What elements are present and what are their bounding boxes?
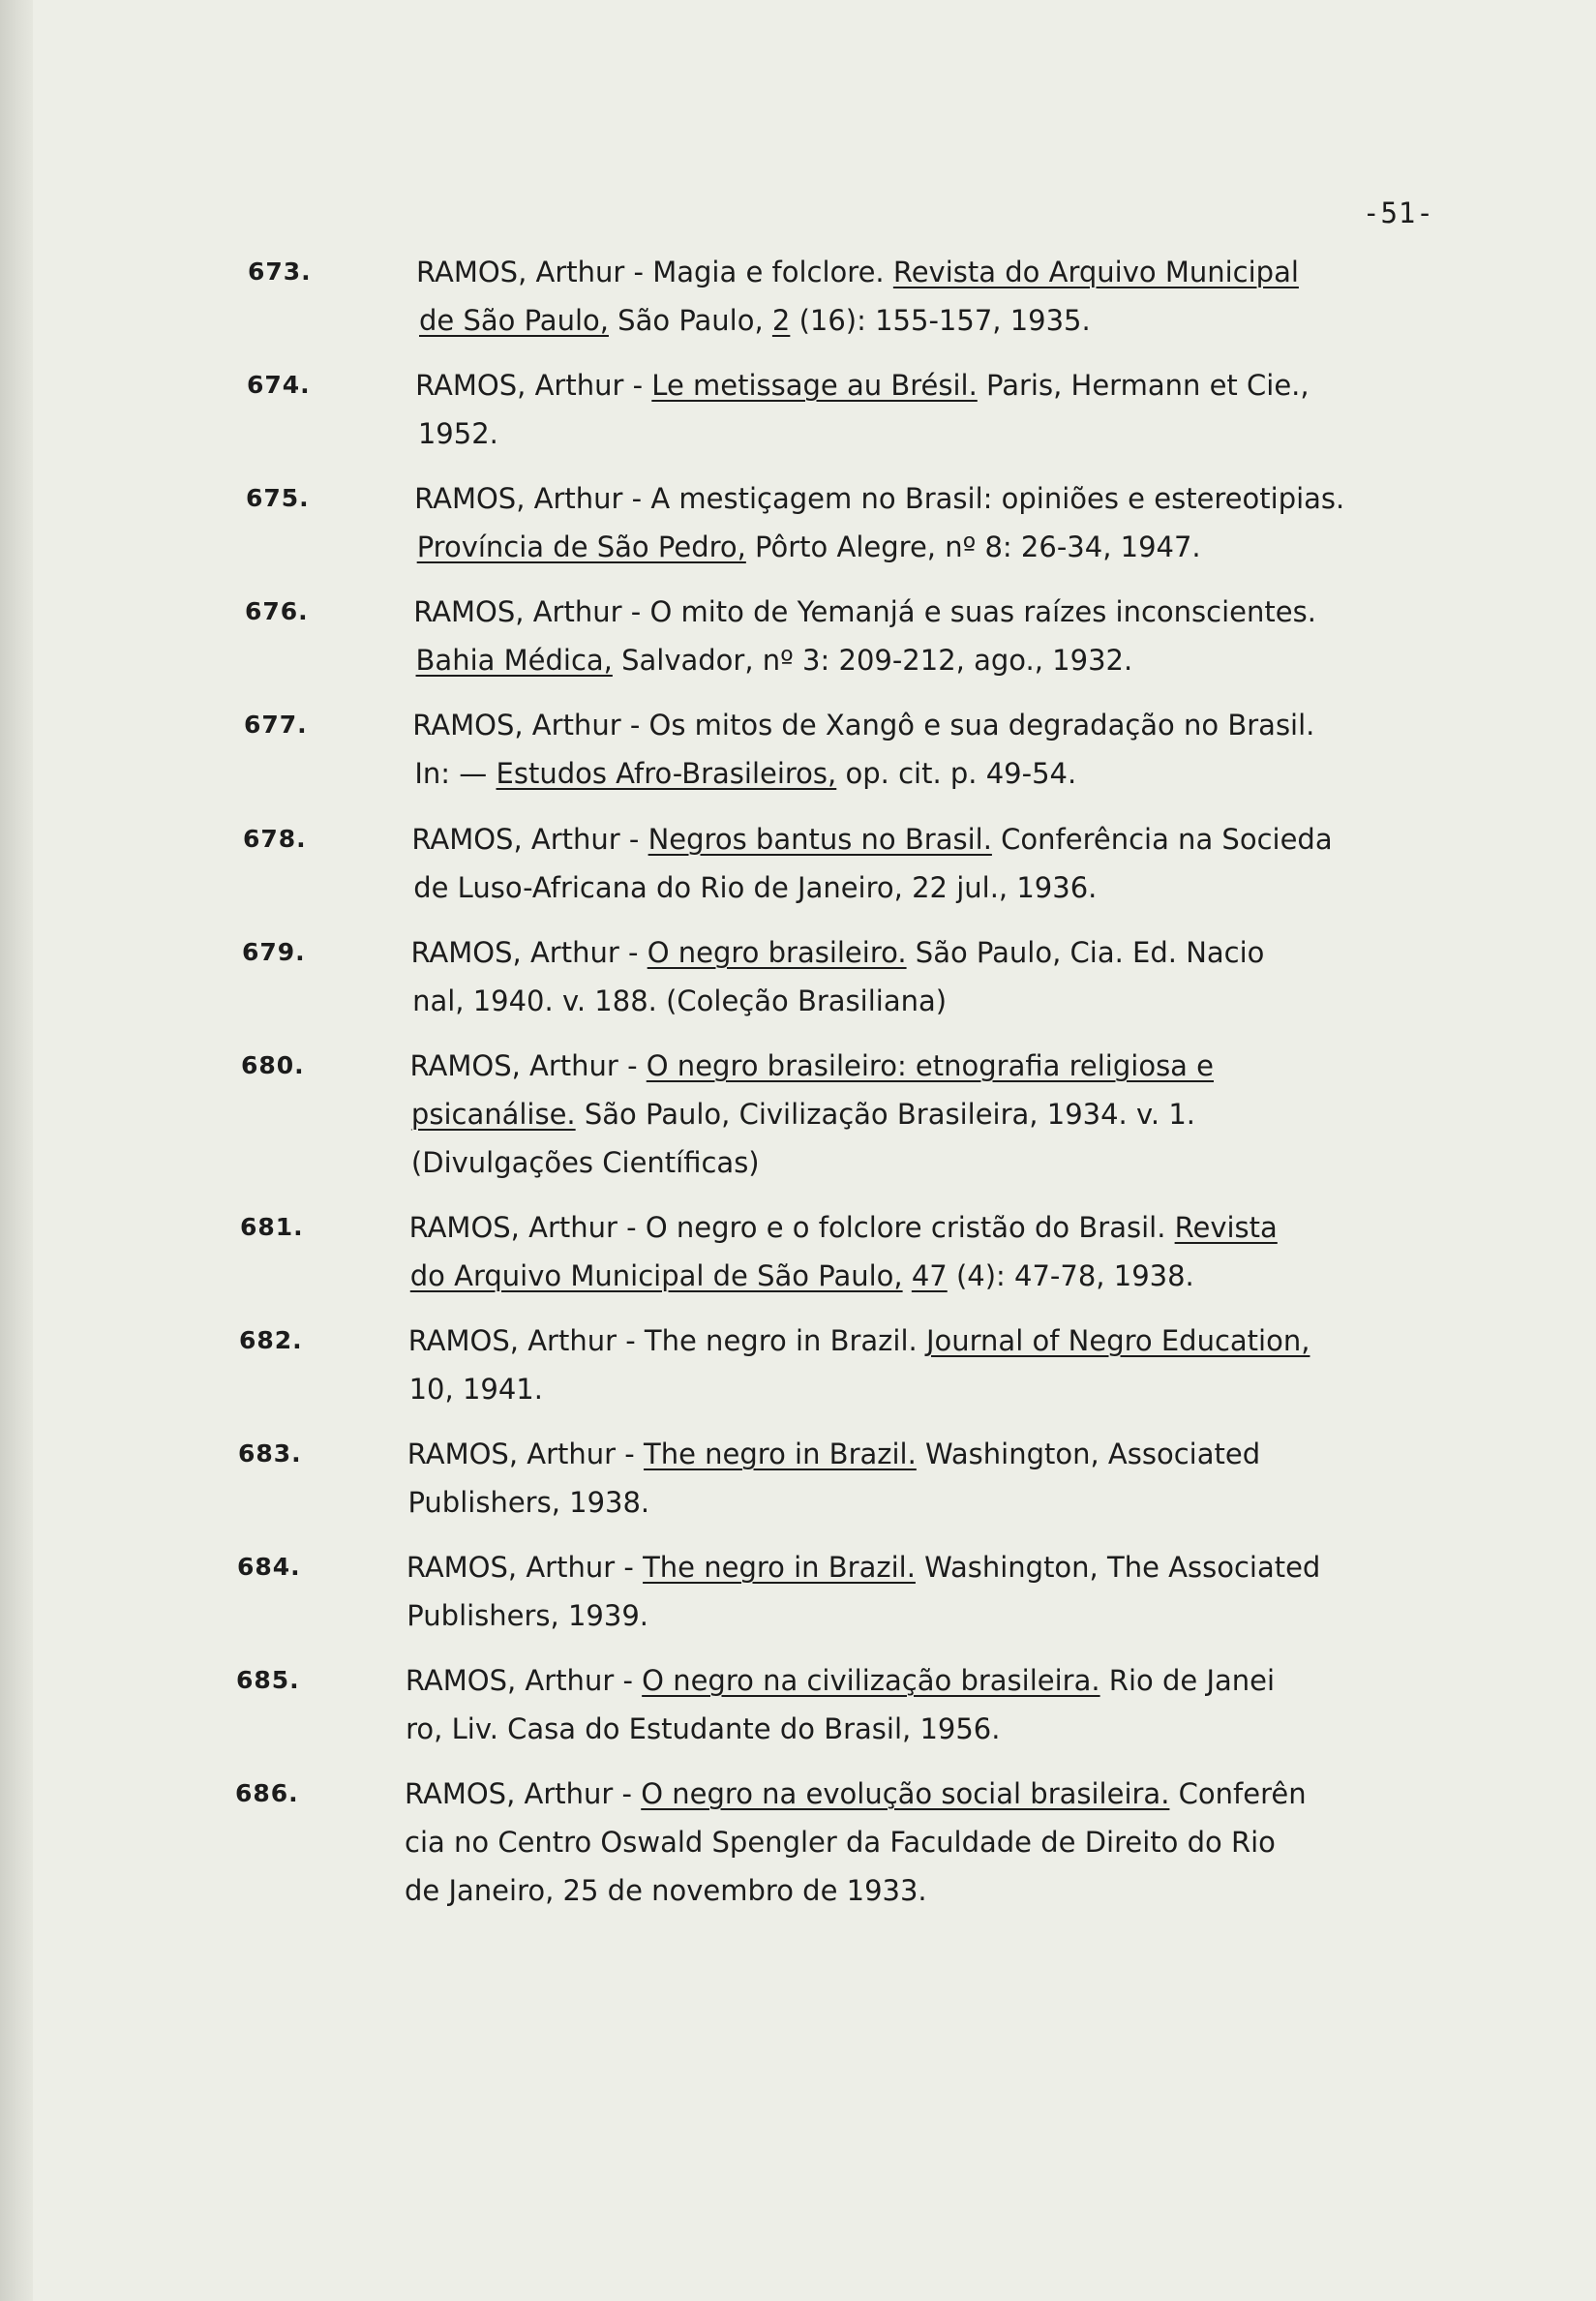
text-segment: RAMOS, Arthur - [411, 823, 648, 856]
text-segment: de Luso-Africana do Rio de Janeiro, 22 jul., 1936. [413, 871, 1098, 904]
entry-line-first [405, 1776, 1307, 1811]
text-segment: RAMOS, Arthur - A mestiçagem no Brasil: opiniões e estereotipias. [414, 482, 1345, 515]
entry-line-continuation [419, 303, 1091, 338]
underlined-title-segment: The negro in Brazil. [643, 1551, 916, 1584]
underlined-title-segment: 2 [771, 304, 791, 337]
entry-number: 681. [240, 1213, 304, 1241]
text-segment: Publishers, 1938. [407, 1486, 650, 1519]
underlined-title-segment: Província de São Pedro, [416, 530, 746, 563]
underlined-title-segment: O negro na civilização brasileira. [642, 1664, 1100, 1697]
entry-line-first [410, 935, 1264, 970]
text-segment [903, 1259, 912, 1292]
underlined-title-segment: Le metissage au Brésil. [651, 369, 978, 402]
text-segment: Salvador, nº 3: 209-212, ago., 1932. [612, 644, 1133, 677]
underlined-title-segment: do Arquivo Municipal de São Paulo, [409, 1259, 903, 1292]
text-segment: RAMOS, Arthur - [410, 936, 647, 969]
text-segment: Publishers, 1939. [407, 1599, 648, 1632]
text-segment: Conferência na Socieda [991, 823, 1333, 856]
underlined-title-segment: de São Paulo, [419, 304, 609, 337]
entry-number: 683. [238, 1439, 302, 1468]
text-segment: Conferên [1169, 1777, 1307, 1810]
text-segment: op. cit. p. 49-54. [836, 757, 1077, 790]
text-segment: 1952. [417, 417, 498, 450]
text-segment: Rio de Janei [1099, 1664, 1276, 1697]
entry-line-continuation [412, 984, 947, 1018]
entry-line-continuation [407, 1598, 648, 1633]
entry-number: 677. [244, 711, 308, 739]
entry-number: 686. [235, 1779, 299, 1807]
entry-line-continuation [406, 1711, 1000, 1746]
entry-number: 684. [237, 1553, 301, 1581]
entry-number: 682. [239, 1326, 303, 1354]
entry-line-continuation [416, 643, 1133, 678]
entry-line-continuation [417, 530, 1201, 564]
text-segment: RAMOS, Arthur - [415, 369, 652, 402]
entry-line-first [412, 708, 1314, 742]
underlined-title-segment: O negro na evolução social brasileira. [641, 1777, 1170, 1810]
text-segment: RAMOS, Arthur - [405, 1777, 642, 1810]
text-segment: cia no Centro Oswald Spengler da Faculdade de Direito do Rio [405, 1826, 1276, 1859]
entry-line-continuation [409, 1372, 543, 1407]
underlined-title-segment: psicanálise. [410, 1098, 576, 1131]
entry-line-first [415, 368, 1310, 403]
text-segment: RAMOS, Arthur - Magia e folclore. [416, 256, 893, 288]
text-segment: Pôrto Alegre, nº 8: 26-34, 1947. [745, 530, 1201, 563]
text-segment: São Paulo, Cia. Ed. Nacio [906, 936, 1265, 969]
underlined-title-segment: O negro brasileiro. [647, 936, 907, 969]
underlined-title-segment: The negro in Brazil. [644, 1438, 917, 1470]
entry-number: 674. [247, 371, 311, 399]
underlined-title-segment: Negros bantus no Brasil. [647, 823, 992, 856]
entry-line-first [411, 822, 1332, 857]
entry-line-first [414, 481, 1344, 516]
text-segment: Washington, Associated [916, 1438, 1261, 1470]
text-segment: Washington, The Associated [915, 1551, 1321, 1584]
text-segment: (4): 47-78, 1938. [947, 1259, 1194, 1292]
entry-line-continuation [405, 1873, 927, 1908]
entry-line-continuation [411, 1097, 1195, 1132]
text-segment: RAMOS, Arthur - [405, 1664, 643, 1697]
entry-line-continuation [411, 1145, 760, 1180]
entry-number: 679. [242, 938, 306, 966]
text-segment: Paris, Hermann et Cie., [977, 369, 1310, 402]
text-segment: ro, Liv. Casa do Estudante do Brasil, 1956. [406, 1712, 1001, 1745]
entry-line-first [407, 1550, 1321, 1585]
entry-number: 673. [248, 257, 312, 286]
text-segment: In: — [414, 757, 497, 790]
text-segment: (16): 155-157, 1935. [790, 304, 1091, 337]
entry-line-continuation [410, 1258, 1194, 1293]
text-segment: RAMOS, Arthur - [406, 1551, 644, 1584]
text-segment: RAMOS, Arthur - O negro e o folclore cristão do Brasil. [408, 1211, 1175, 1244]
page-binding-edge [0, 0, 33, 2301]
text-segment: RAMOS, Arthur - O mito de Yemanjá e suas raízes inconscientes. [413, 595, 1316, 628]
underlined-title-segment: Estudos Afro-Brasileiros, [496, 757, 837, 790]
text-segment: nal, 1940. v. 188. (Coleção Brasiliana) [412, 984, 948, 1017]
text-segment: RAMOS, Arthur - [407, 1438, 644, 1470]
entry-line-first [410, 1048, 1214, 1083]
text-segment: (Divulgações Científicas) [410, 1146, 760, 1179]
entry-line-first [409, 1210, 1278, 1245]
underlined-title-segment: Bahia Médica, [415, 644, 613, 677]
entry-line-continuation [407, 1485, 649, 1520]
entry-line-continuation [414, 756, 1076, 791]
entry-line-first [416, 255, 1299, 289]
entry-line-first [406, 1663, 1275, 1698]
text-segment: São Paulo, Civilização Brasileira, 1934. v. 1. [575, 1098, 1195, 1131]
entry-line-first [408, 1323, 1310, 1358]
entry-line-continuation [418, 416, 498, 451]
text-segment: RAMOS, Arthur - The negro in Brazil. [407, 1324, 926, 1357]
underlined-title-segment: Revista do Arquivo Municipal [892, 256, 1299, 288]
underlined-title-segment: O negro brasileiro: etnografia religiosa e [646, 1049, 1215, 1082]
text-segment: de Janeiro, 25 de novembro de 1933. [405, 1874, 927, 1907]
text-segment: RAMOS, Arthur - [409, 1049, 647, 1082]
entry-number: 676. [245, 597, 309, 625]
entry-line-first [407, 1437, 1260, 1471]
underlined-title-segment: Revista [1174, 1211, 1278, 1244]
entry-line-continuation [405, 1825, 1276, 1860]
text-segment: 10, 1941. [408, 1373, 543, 1406]
page-number: -51- [1363, 197, 1434, 229]
entry-number: 685. [236, 1666, 300, 1694]
entry-line-first [413, 594, 1316, 629]
text-segment: RAMOS, Arthur - Os mitos de Xangô e sua degradação no Brasil. [412, 709, 1315, 742]
entry-line-continuation [413, 870, 1097, 905]
underlined-title-segment: Journal of Negro Education, [925, 1324, 1310, 1357]
text-segment: São Paulo, [608, 304, 772, 337]
entry-number: 680. [241, 1051, 305, 1079]
entry-number: 675. [246, 484, 310, 512]
entry-number: 678. [243, 825, 307, 853]
underlined-title-segment: 47 [911, 1259, 948, 1292]
